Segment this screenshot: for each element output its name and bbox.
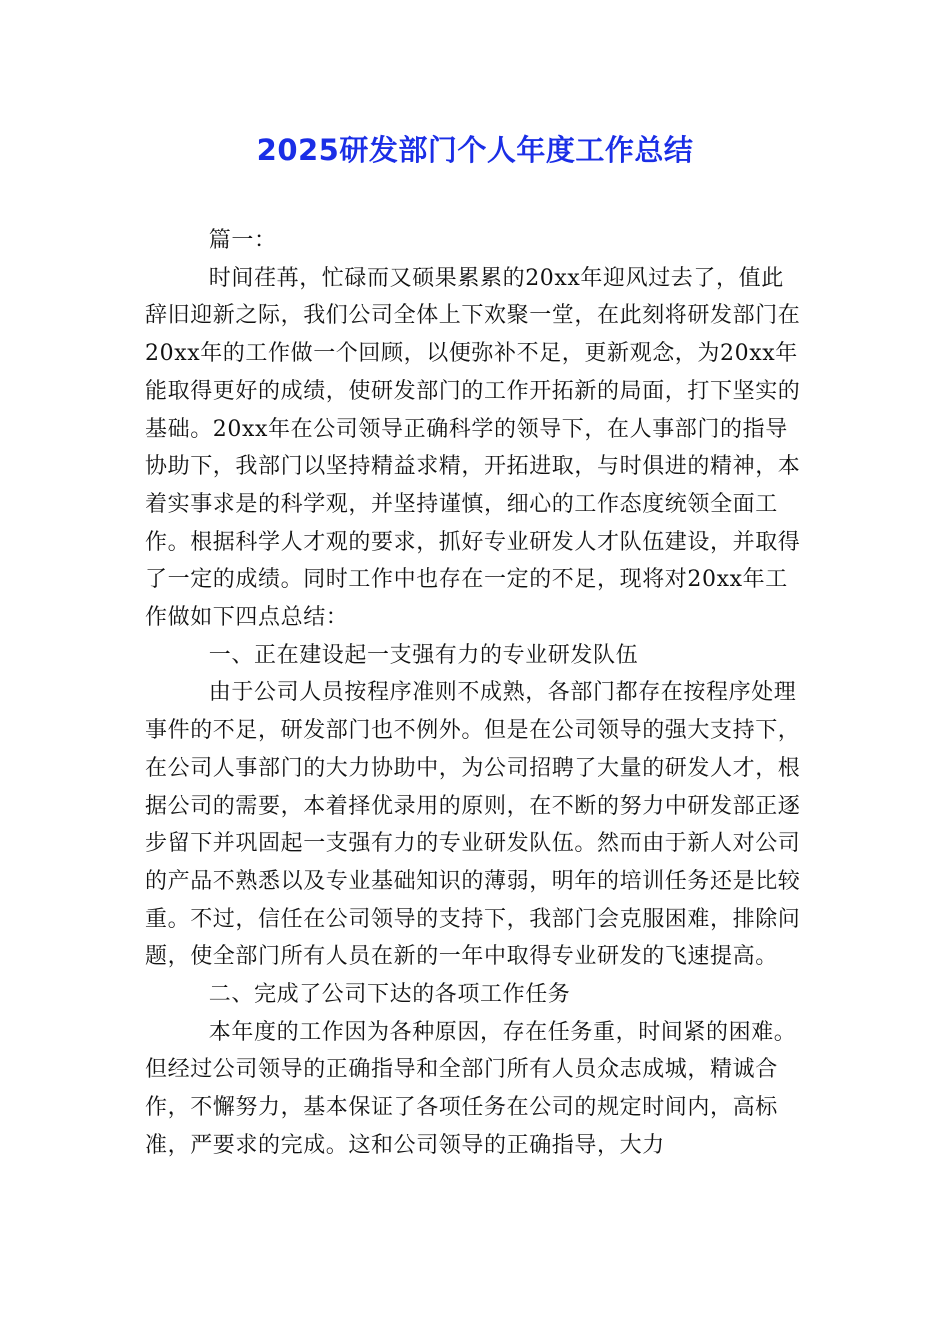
intro-paragraph: 时间荏苒，忙碌而又硕果累累的20xx年迎风过去了，值此辞旧迎新之际，我们公司全体上下欢聚一堂，在此刻将研发部门在20xx年的工作做一个回顾，以便弥补不足，更新观念，为20xx年能取得更好的成绩，使研发部门的工作开拓新的局面，打下坚实的基础。20xx年在公司领导正确科学的领导下，在人事部门的指导协助下，我部门以坚持精益求精，开拓进取，与时俱进的精神，本着实事求是的科学观，并坚持谨慎，细心的工作态度统领全面工作。根据科学人才观的要求，抓好专业研发人才队伍建设，并取得了一定的成绩。同时工作中也存在一定的不足，现将对20xx年工作做如下四点总结：	[145, 265, 801, 631]
section-label: 篇一：	[208, 228, 277, 253]
section-heading-2: 二、完成了公司下达的各项工作任务	[208, 982, 571, 1008]
document-title: 2025研发部门个人年度工作总结	[256, 133, 694, 167]
section-1-paragraph: 由于公司人员按程序准则不成熟，各部门都存在按程序处理事件的不足，研发部门也不例外。但是在公司领导的强大支持下，在公司人事部门的大力协助中，为公司招聘了大量的研发人才，根据公司的需要，本着择优录用的原则，在不断的努力中研发部正逐步留下并巩固起一支强有力的专业研发队伍。然而由于新人对公司的产品不熟悉以及专业基础知识的薄弱，明年的培训任务还是比较重。不过，信任在公司领导的支持下，我部门会克服困难，排除问题，使全部门所有人员在新的一年中取得专业研发的飞速提高。	[145, 680, 801, 970]
section-heading-1: 一、正在建设起一支强有力的专业研发队伍	[208, 642, 639, 668]
section-2-paragraph: 本年度的工作因为各种原因，存在任务重，时间紧的困难。但经过公司领导的正确指导和全部门所有人员众志成城，精诚合作，不懈努力，基本保证了各项任务在公司的规定时间内，高标准，严要求的完成。这和公司领导的正确指导，大力	[145, 1019, 797, 1158]
document-body	[145, 222, 805, 1165]
